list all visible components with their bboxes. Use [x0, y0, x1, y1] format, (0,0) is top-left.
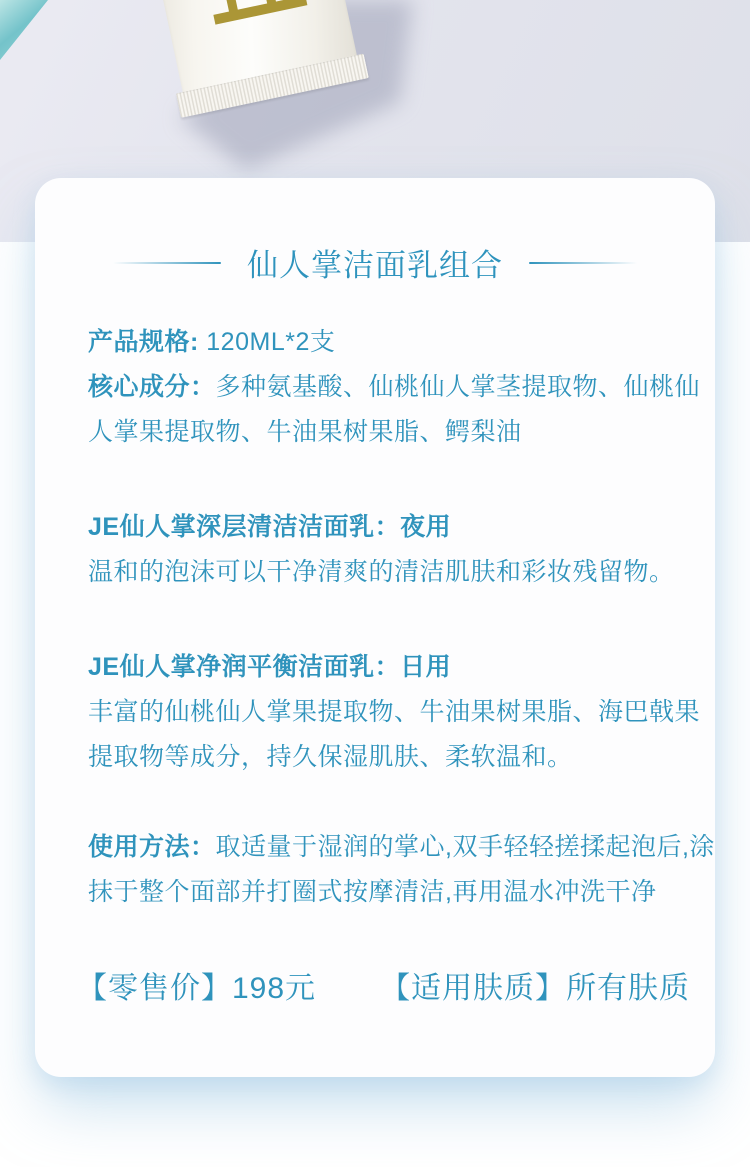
day-cleanser-description: 丰富的仙桃仙人掌果提取物、牛油果树果脂、海巴戟果提取物等成分，持久保湿肌肤、柔软温和。 [88, 698, 701, 771]
spec-label: 产品规格: [88, 328, 199, 356]
retail-price-value: 198元 [232, 972, 317, 1005]
usage-line [88, 825, 718, 915]
skin-type-label: 【适用肤质】 [380, 972, 567, 1005]
ingredients-value: 多种氨基酸、仙桃仙人掌茎提取物、仙桃仙人掌果提取物、牛油果树果脂、鳄梨油 [88, 373, 701, 446]
title-divider-left [113, 262, 221, 264]
day-cleanser-title: JE仙人掌净润平衡洁面乳：日用 [88, 653, 452, 681]
usage-label: 使用方法： [88, 833, 216, 861]
section-spec-and-ingredients [88, 320, 718, 455]
retail-price-label: 【零售价】 [77, 972, 232, 1005]
title-divider-right [529, 262, 637, 264]
retail-price [77, 966, 316, 1011]
usage-value: 取适量于湿润的掌心,双手轻轻搓揉起泡后,涂抹于整个面部并打圈式按摩清洁,再用温水冲洗干净 [88, 833, 715, 906]
ingredients-line [88, 365, 718, 455]
section-night-cleanser [88, 505, 718, 595]
product-title: 仙人掌洁面乳组合 [247, 248, 503, 283]
section-day-cleanser [88, 645, 718, 780]
skin-type [380, 966, 690, 1011]
title-row [35, 240, 715, 285]
night-cleanser-description: 温和的泡沫可以干净清爽的清洁肌肤和彩妆残留物。 [88, 558, 675, 586]
spec-value: 120ML*2支 [206, 328, 336, 356]
footer-row [77, 966, 690, 1011]
section-usage [88, 825, 718, 915]
ingredients-label: 核心成分： [88, 373, 216, 401]
night-cleanser-title: JE仙人掌深层清洁洁面乳：夜用 [88, 513, 452, 541]
product-info-card [35, 178, 715, 1077]
skin-type-value: 所有肤质 [566, 972, 691, 1005]
spec-line [88, 320, 718, 365]
